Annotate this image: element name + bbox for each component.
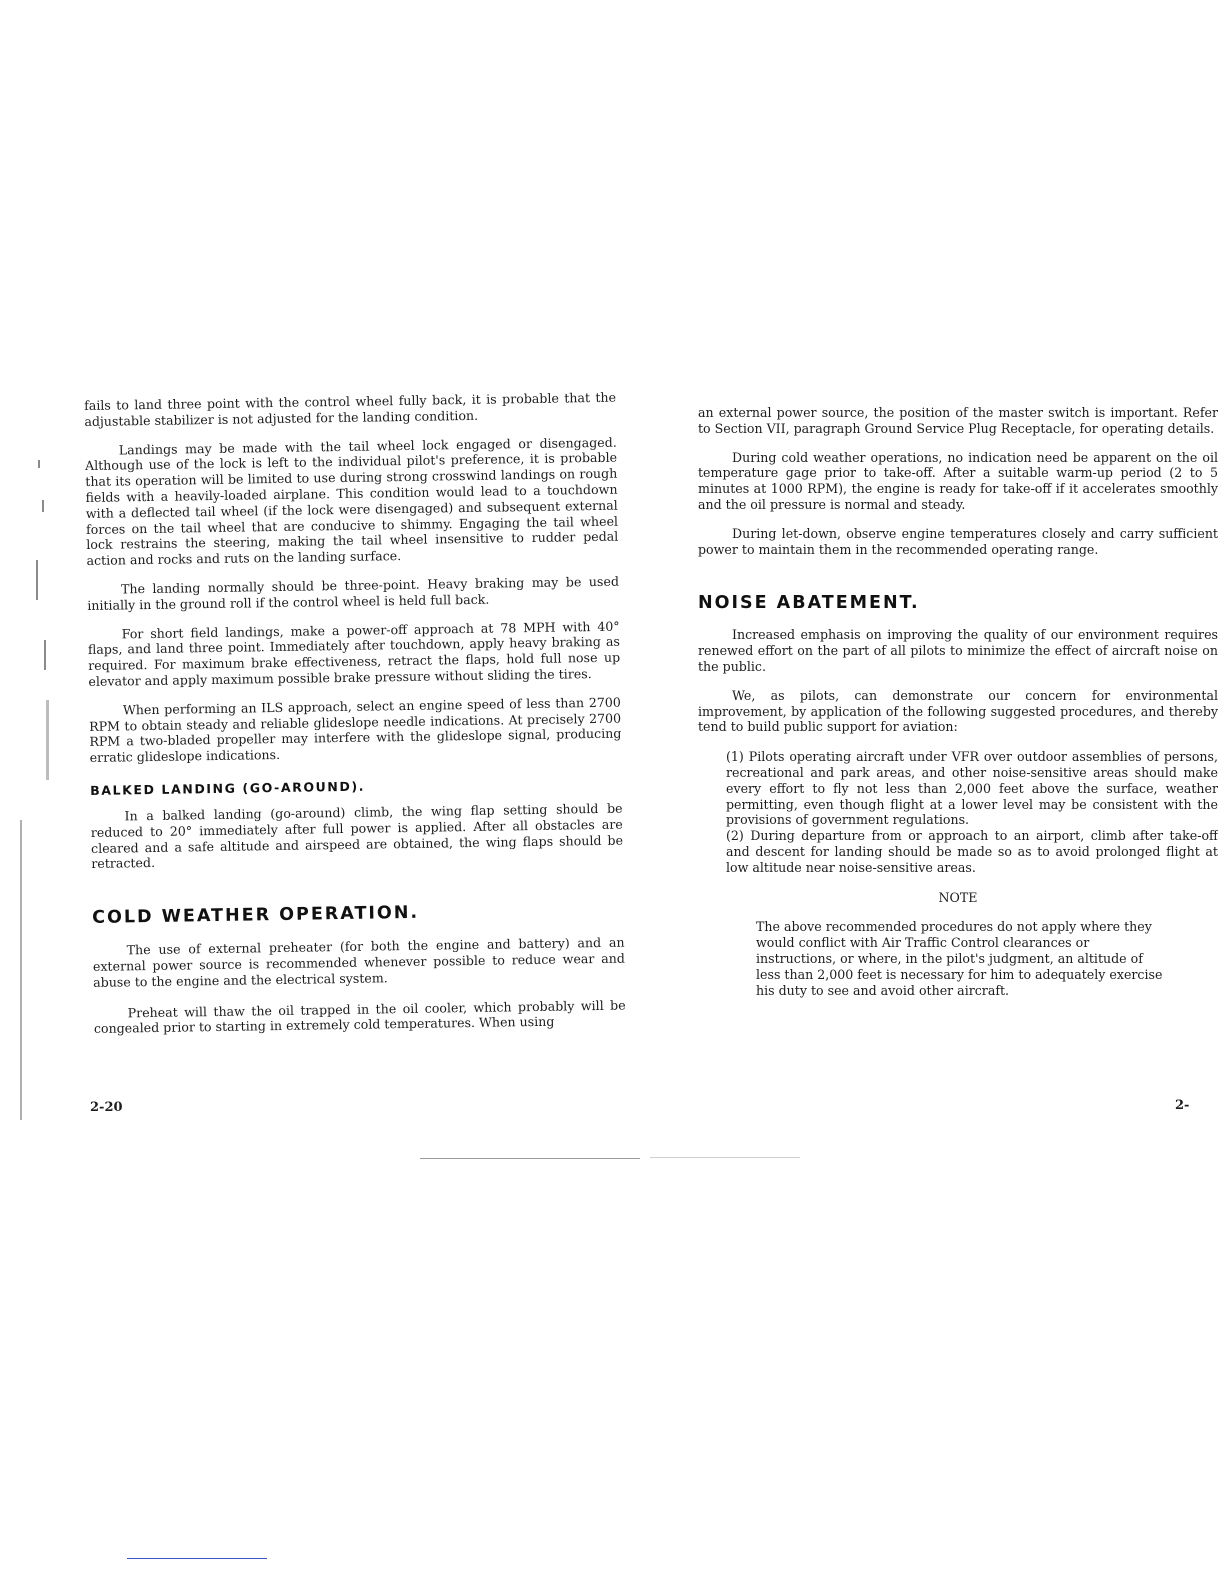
noise-paragraph-1: Increased emphasis on improving the quality of our environment requires renewed effort on the part of all pilots to minimize the effect of aircraft noise on the public. bbox=[698, 627, 1218, 674]
right-paragraph-2: During cold weather operations, no indication need be apparent on the oil temperature gage prior to take-off. After a suitable warm-up period (2 to 5 minutes at 1000 RPM), the engine is ready for take-off if it accelerates smoothly and the oil pressure is normal and steady. bbox=[698, 449, 1218, 512]
list-item: (1) Pilots operating aircraft under VFR over outdoor assemblies of persons, recreational and park areas, and other noise-sensitive areas should make every effort to fly not less than 2,000 feet above the surface, weather permitting, even though flight at a lower level may be consistent with the provisions of government regulations. bbox=[726, 749, 1218, 828]
noise-procedure-list bbox=[698, 749, 1218, 875]
noise-abatement-heading: NOISE ABATEMENT. bbox=[698, 593, 920, 614]
right-page-number: 2- bbox=[1175, 1098, 1190, 1113]
scan-speck bbox=[46, 700, 49, 780]
noise-paragraph-2: We, as pilots, can demonstrate our concern for environmental improvement, by application of the following suggested procedures, and thereby tend to build public support for aviation: bbox=[698, 687, 1218, 735]
left-paragraph-5: When performing an ILS approach, select an engine speed of less than 2700 RPM to obtain steady and reliable glideslope needle indications. At precisely 2700 RPM a two-bladed propeller may interfere with the glideslope signal, producing erratic glideslope indications. bbox=[89, 694, 622, 766]
left-paragraph-2: Landings may be made with the tail wheel lock engaged or disengaged. Although use of the lock is left to the individual pilot's preference, it is probable that its operation will be limited to use during strong crosswind landings on rough fields with a heavily-loaded airplane. This condition would lead to a touchdown with a deflected tail wheel (if the lock were disengaged) and subsequent external forces on the tail wheel that are conducive to shimmy. Engaging the tail wheel lock restrains the steering, making the tail wheel insensitive to rudder pedal action and rocks and ruts on the landing surface. bbox=[84, 434, 619, 569]
scan-line bbox=[420, 1158, 640, 1159]
cold-weather-paragraph-2: Preheat will thaw the oil trapped in the oil cooler, which probably will be congealed prior to starting in extremely cold temperatures. When using bbox=[93, 997, 626, 1037]
scan-speck bbox=[44, 640, 46, 670]
balked-landing-paragraph: In a balked landing (go-around) climb, the wing flap setting should be reduced to 20° immediately after full power is applied. After all obstacles are cleared and a safe altitude and airspeed are obtained, the wing flaps should be retracted. bbox=[90, 800, 624, 872]
left-paragraph-1: fails to land three point with the control wheel fully back, it is probable that the adjustable stabilizer is not adjusted for the landing condition. bbox=[84, 389, 617, 429]
right-page bbox=[698, 405, 1218, 998]
binding-edge-line bbox=[20, 820, 22, 1120]
note-label: NOTE bbox=[938, 889, 978, 905]
balked-landing-heading: BALKED LANDING (GO-AROUND). bbox=[90, 778, 366, 798]
left-page bbox=[84, 390, 626, 1037]
cold-weather-heading: COLD WEATHER OPERATION. bbox=[92, 902, 420, 929]
scan-line bbox=[650, 1157, 800, 1158]
left-page-number: 2-20 bbox=[90, 1100, 123, 1115]
cold-weather-paragraph-1: The use of external preheater (for both the engine and battery) and an external power source is recommended whenever possible to reduce wear and abuse to the engine and the electrical system. bbox=[92, 934, 625, 990]
list-item: (2) During departure from or approach to an airport, climb after take-off and descent for landing should be made so as to avoid prolonged flight at low altitude near noise-sensitive areas. bbox=[726, 828, 1218, 875]
left-paragraph-3: The landing normally should be three-point. Heavy braking may be used initially in the ground roll if the control wheel is held full back. bbox=[87, 573, 620, 613]
blue-underline-artifact bbox=[127, 1558, 267, 1559]
left-paragraph-4: For short field landings, make a power-off approach at 78 MPH with 40° flaps, and land three point. Immediately after touchdown, apply heavy braking as required. For maximum brake effectiveness, retract the flaps, hold full nose up elevator and apply maximum possible brake pressure without sliding the tires. bbox=[87, 618, 621, 689]
note-text: The above recommended procedures do not apply where they would conflict with Air Traffic Control clearances or instructions, or where, in the pilot's judgment, an altitude of less than 2,000 feet is necessary for him to adequately exercise his duty to see and avoid other aircraft. bbox=[756, 919, 1163, 998]
scan-speck bbox=[36, 560, 38, 600]
right-paragraph-3: During let-down, observe engine temperatures closely and carry sufficient power to maintain them in the recommended operating range. bbox=[698, 525, 1218, 557]
right-paragraph-1: an external power source, the position of the master switch is important. Refer to Section VII, paragraph Ground Service Plug Receptacle, for operating details. bbox=[698, 405, 1218, 436]
scan-speck bbox=[38, 460, 40, 468]
scan-speck bbox=[42, 500, 44, 512]
